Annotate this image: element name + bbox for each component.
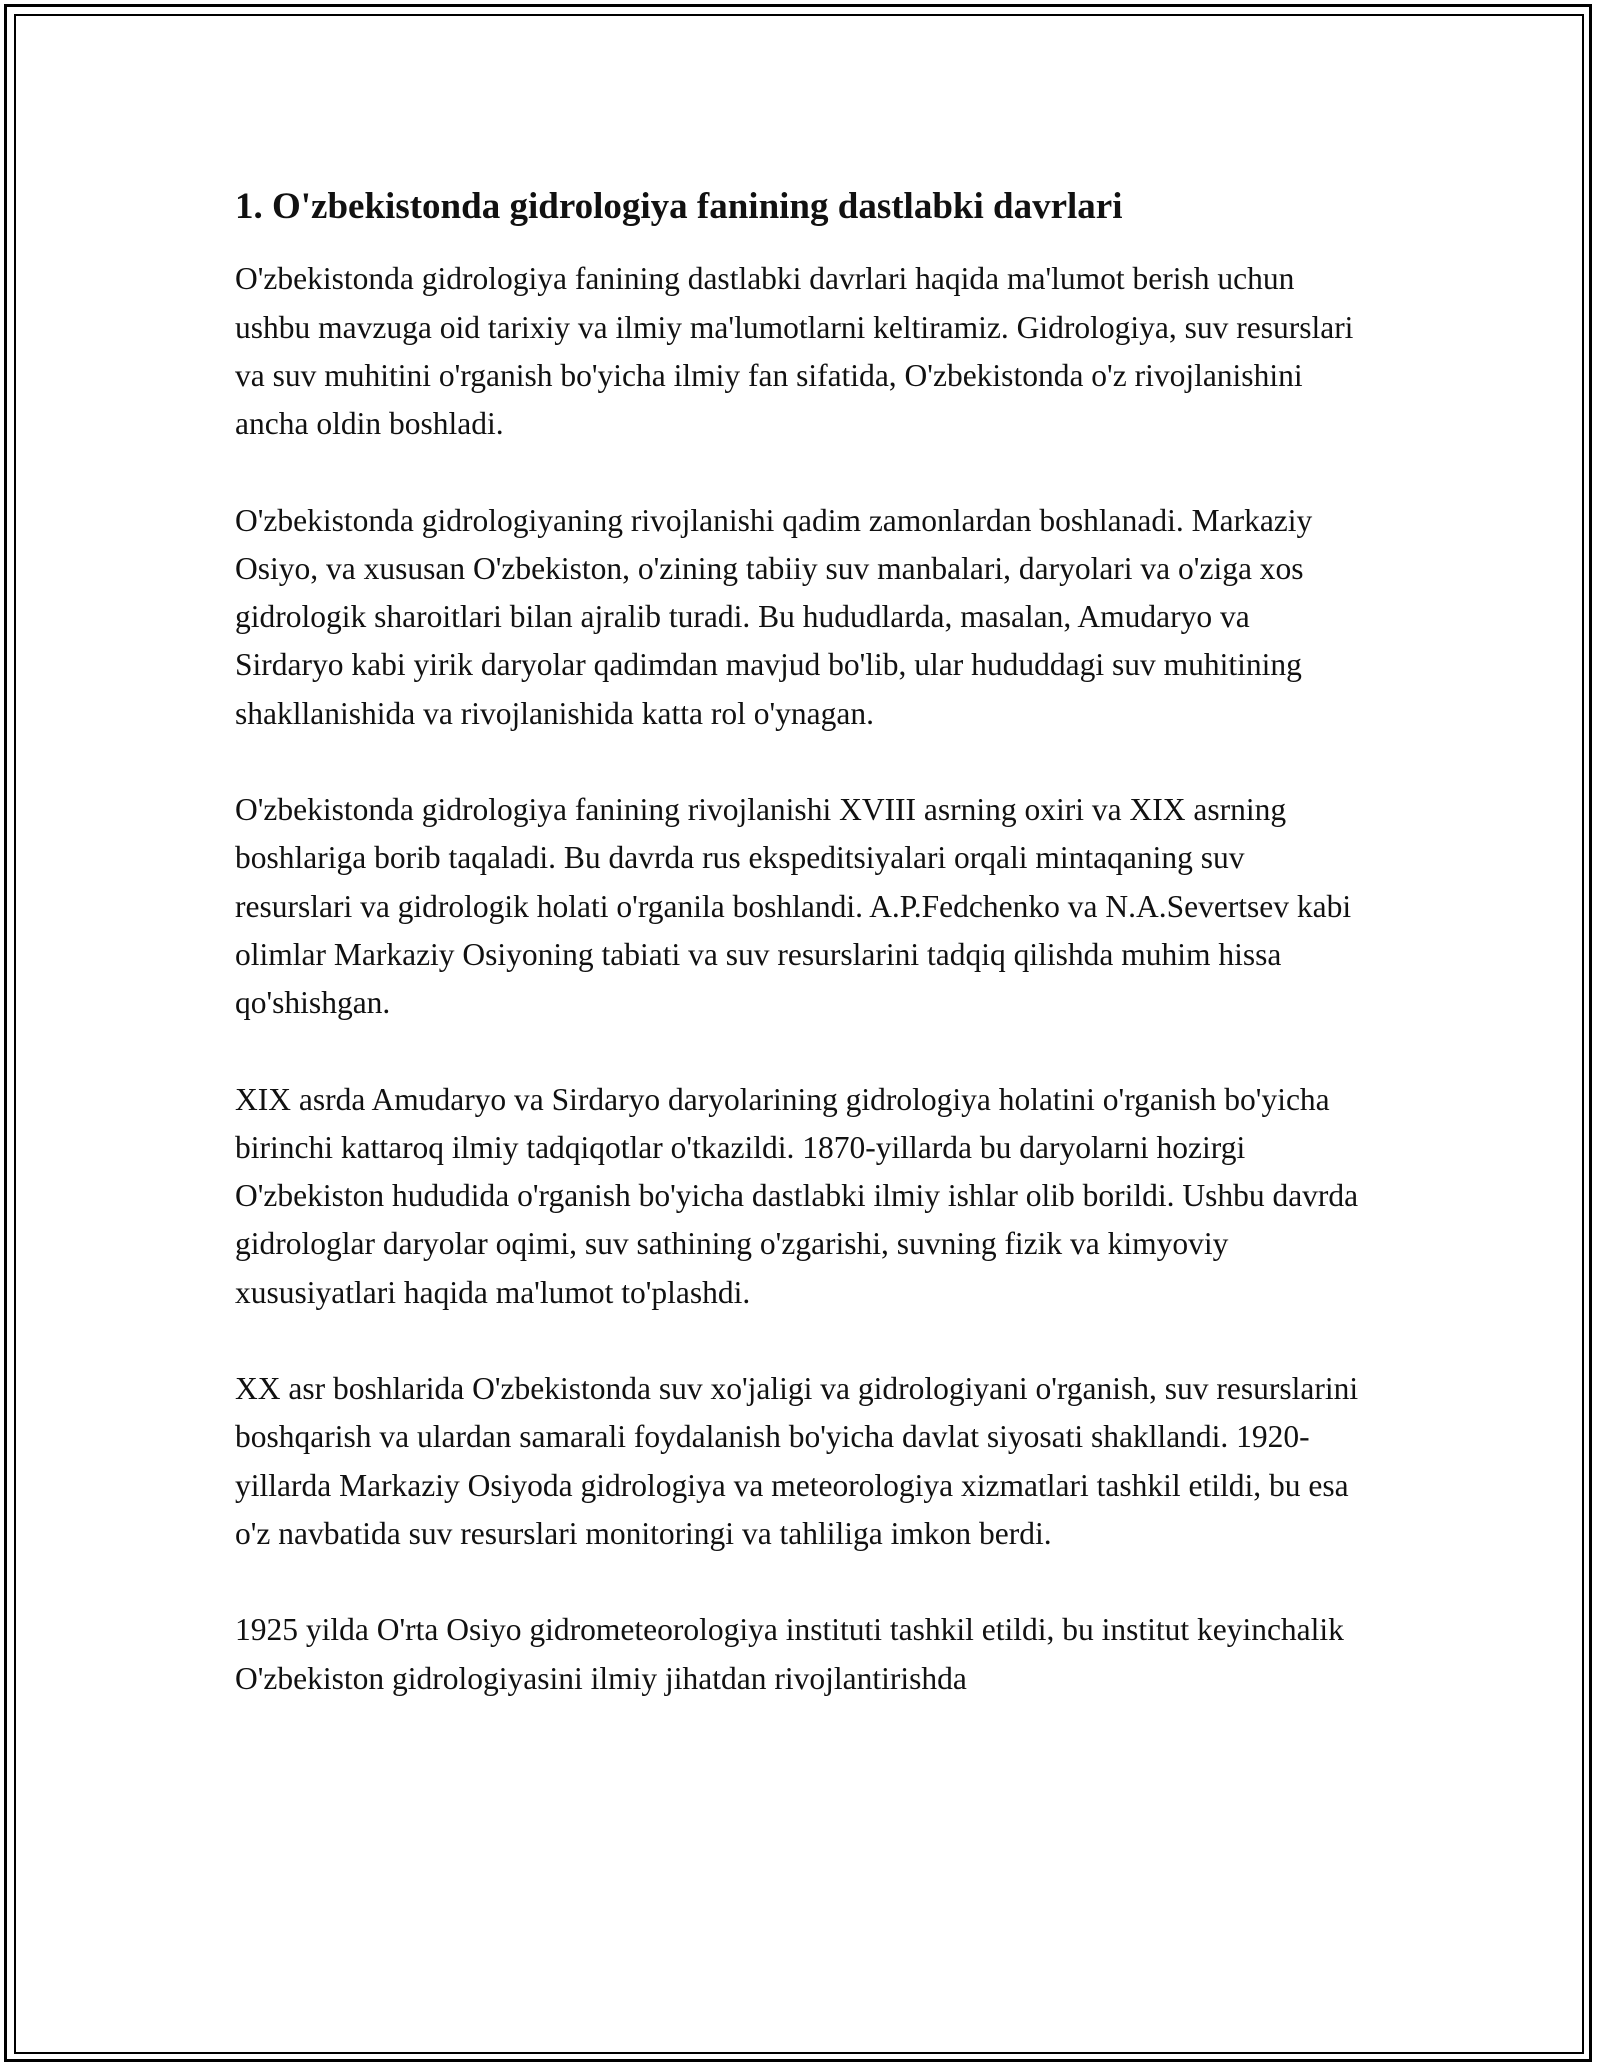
paragraph-6: 1925 yilda O'rta Osiyo gidrometeorologiya instituti tashkil etildi, bu institut keyinchalik O'zbekiston gidrologiyasini ilmiy jihatdan rivojlantirishda: [235, 1612, 1344, 1696]
paragraph-1: O'zbekistonda gidrologiya fanining dastlabki davrlari haqida ma'lumot berish uchun ushbu mavzuga oid tarixiy va ilmiy ma'lumotlarni keltiramiz. Gidrologiya, suv resurslari va suv muhitini o'rganish bo'yicha ilmiy fan sifatida, O'zbekistonda o'z rivojlanishini ancha oldin boshladi.: [235, 261, 1354, 442]
section-heading: 1. O'zbekistonda gidrologiya fanining dastlabki davrlari: [235, 186, 1123, 227]
paragraph-2: O'zbekistonda gidrologiyaning rivojlanishi qadim zamonlardan boshlanadi. Markaziy Osiyo, va xususan O'zbekiston, o'zining tabiiy suv manbalari, daryolari va o'ziga xos gidrologik sharoitlari bilan ajralib turadi. Bu hududlarda, masalan, Amudaryo va Sirdaryo kabi yirik daryolar qadimdan mavjud bo'lib, ular hududdagi suv muhitining shakllanishida va rivojlanishida katta rol o'ynagan.: [235, 502, 1313, 731]
document-body: [235, 185, 1365, 1751]
paragraph-5: XX asr boshlarida O'zbekistonda suv xo'jaligi va gidrologiyani o'rganish, suv resurslarini boshqarish va ulardan samarali foydalanish bo'yicha davlat siyosati shakllandi. 1920-yillarda Markaziy Osiyoda gidrologiya va meteorologiya xizmatlari tashkil etildi, bu esa o'z navbatida suv resurslari monitoringi va tahliliga imkon berdi.: [235, 1371, 1359, 1551]
paragraph-4: XIX asrda Amudaryo va Sirdaryo daryolarining gidrologiya holatini o'rganish bo'yicha birinchi kattaroq ilmiy tadqiqotlar o'tkazildi. 1870-yillarda bu daryolarni hozirgi O'zbekiston hududida o'rganish bo'yicha dastlabki ilmiy ishlar olib borildi. Ushbu davrda gidrologlar daryolar oqimi, suv sathining o'zgarishi, suvning fizik va kimyoviy xususiyatlari haqida ma'lumot to'plashdi.: [235, 1081, 1359, 1310]
paragraph-3: O'zbekistonda gidrologiya fanining rivojlanishi XVIII asrning oxiri va XIX asrning boshlariga borib taqaladi. Bu davrda rus ekspeditsiyalari orqali mintaqaning suv resurslari va gidrologik holati o'rganila boshlandi. A.P.Fedchenko va N.A.Severtsev kabi olimlar Markaziy Osiyoning tabiati va suv resurslarini tadqiq qilishda muhim hissa qo'shishgan.: [235, 792, 1352, 1021]
